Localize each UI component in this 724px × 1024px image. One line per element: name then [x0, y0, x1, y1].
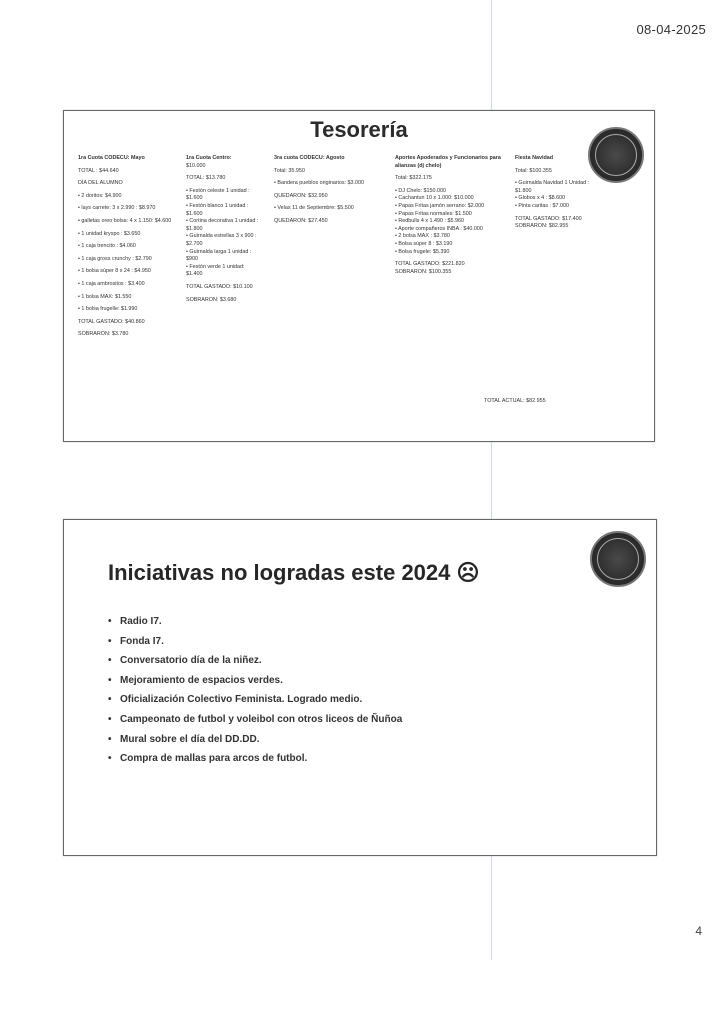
column-heading: Aportes Apoderados y Funcionarios para alianzas (dj chelo): [395, 155, 501, 169]
treasury-line: • Guirnalda Navidad 1 Unidad : $1.800: [515, 180, 590, 194]
treasury-line: TOTAL GASTADO: $10.100: [186, 283, 253, 290]
treasury-line: • Cortina decorativa 1 unidad : $1.800: [186, 218, 259, 232]
page-date: 08-04-2025: [636, 22, 706, 37]
initiative-item: • Campeonato de futbol y voleibol con otros liceos de Ñuñoa: [108, 710, 402, 730]
treasury-line: DÍA DEL ALUMNO: [78, 180, 123, 187]
treasury-line: • Velas 11 de Septiembre: $5.500: [274, 205, 354, 212]
treasury-line: SOBRARON: $100.355: [395, 268, 452, 275]
initiative-item: • Compra de mallas para arcos de futbol.: [108, 749, 402, 769]
treasury-line: • Pinta caritas : $7.000: [515, 202, 570, 209]
treasury-line: TOTAL GASTADO: $17.400: [515, 215, 582, 222]
initiative-item: • Mejoramiento de espacios verdes.: [108, 671, 402, 691]
column-heading: 1ra Cuota Centro:: [186, 155, 232, 161]
treasury-line: TOTAL GASTADO: $40.860: [78, 318, 145, 325]
treasury-line: • 1 bolsa súper 8 x 24 : $4.950: [78, 268, 151, 275]
treasury-line: • 1 caja trencito : $4.060: [78, 243, 136, 250]
treasury-line: • Redbulls 4 x 1.490 : $5.960: [395, 218, 465, 225]
treasury-line: • Guirnalda larga 1 unidad : $900: [186, 248, 252, 263]
column-heading: Fiesta Navidad: [515, 155, 554, 161]
circular-school-emblem-icon: [590, 531, 646, 587]
treasury-line: Total: $100.355: [515, 167, 552, 174]
treasury-column-fiesta-navidad: [515, 155, 605, 236]
treasury-line: • Festón blanco 1 unidad : $1.600: [186, 202, 249, 217]
treasury-line: • lays carrete: 3 x 2.990 : $8.970: [78, 205, 156, 212]
treasury-line: • Festón celeste 1 unidad : $1.600: [186, 187, 250, 202]
treasury-column-cuota-mayo: [78, 155, 178, 344]
treasury-line: • 1 bolsa frugelle: $1.990: [78, 306, 138, 313]
treasury-line: • 1 bolsa MAX: $1.550: [78, 293, 132, 300]
treasury-column-cuota-agosto: [274, 155, 380, 231]
treasury-column-aportes-alianzas: [395, 155, 503, 281]
slide-title: Tesorería: [310, 117, 408, 142]
treasury-line: • Globos x 4 : $8.600: [515, 195, 566, 202]
treasury-line: • galletas oreo bolsa: 4 x 1.150: $4.600: [78, 217, 172, 224]
treasury-line: SOBRARON: $82.955: [515, 223, 569, 230]
treasury-line: • Papas Fritas jamón serrano: $2.000: [395, 202, 485, 209]
treasury-line: • Bandera pueblos originarios: $3.000: [274, 180, 364, 187]
slide-title: Iniciativas no logradas este 2024 ☹: [108, 560, 480, 585]
treasury-line: • Bolsa frugele: $5.390: [395, 248, 450, 255]
treasury-line: • Bolsa súper 8 : $3.190: [395, 240, 453, 247]
initiative-item: • Oficialización Colectivo Feminista. Logrado medio.: [108, 690, 402, 710]
column-heading: 3ra cuota CODECU: Agosto: [274, 155, 345, 161]
treasury-line: • Aporte compañeros INBA : $40.000: [395, 225, 483, 232]
page-number: 4: [695, 924, 702, 938]
column-heading: 1ra Cuota CODECU: Mayo: [78, 155, 145, 161]
initiative-item: • Radio I7.: [108, 612, 402, 632]
slide-tesoreria: [63, 110, 655, 442]
treasury-line: Total: $322.175: [395, 175, 432, 182]
treasury-line: QUEDARON: $32.950: [274, 192, 328, 199]
treasury-line: TOTAL: $13.780: [186, 175, 226, 182]
treasury-line: • 2 doritos: $4.900: [78, 192, 122, 199]
treasury-line: • 1 caja ambrositos : $3.400: [78, 280, 145, 287]
treasury-column-cuota-centro: [186, 155, 262, 309]
treasury-line: Total: 35.950: [274, 167, 305, 174]
treasury-line: • Guirnalda estrellas 3 x 900 : $2.700: [186, 233, 257, 247]
initiative-item: • Fonda I7.: [108, 632, 402, 652]
treasury-line: • 1 caja gross crunchy : $2.790: [78, 255, 152, 262]
total-actual: TOTAL ACTUAL: $82.955: [484, 398, 546, 404]
treasury-line: • Papas Fritas normales: $1.500: [395, 210, 472, 217]
initiatives-list: [108, 612, 402, 769]
treasury-line: SOBRARON: $3.780: [78, 331, 129, 338]
treasury-line: TOTAL : $44.640: [78, 167, 119, 174]
treasury-line: QUEDARON: $27.450: [274, 217, 328, 224]
treasury-line: • Festón verde 1 unidad: $1.400: [186, 263, 245, 278]
treasury-line: • DJ Chelo: $150.000: [395, 187, 447, 194]
treasury-line: $10.000: [186, 162, 206, 169]
slide-iniciativas: [63, 519, 657, 856]
initiative-item: • Conversatorio día de la niñez.: [108, 651, 402, 671]
treasury-line: SOBRARON: $3.680: [186, 296, 237, 303]
initiative-item: • Mural sobre el día del DD.DD.: [108, 730, 402, 750]
treasury-line: • 2 bolsa MAX : $3.780: [395, 233, 450, 240]
treasury-line: • 1 unidad kryspo : $3.650: [78, 230, 141, 237]
treasury-line: TOTAL GASTADO: $221.820: [395, 261, 465, 268]
treasury-line: • Cachantun 10 x 1.000: $10.000: [395, 195, 474, 202]
